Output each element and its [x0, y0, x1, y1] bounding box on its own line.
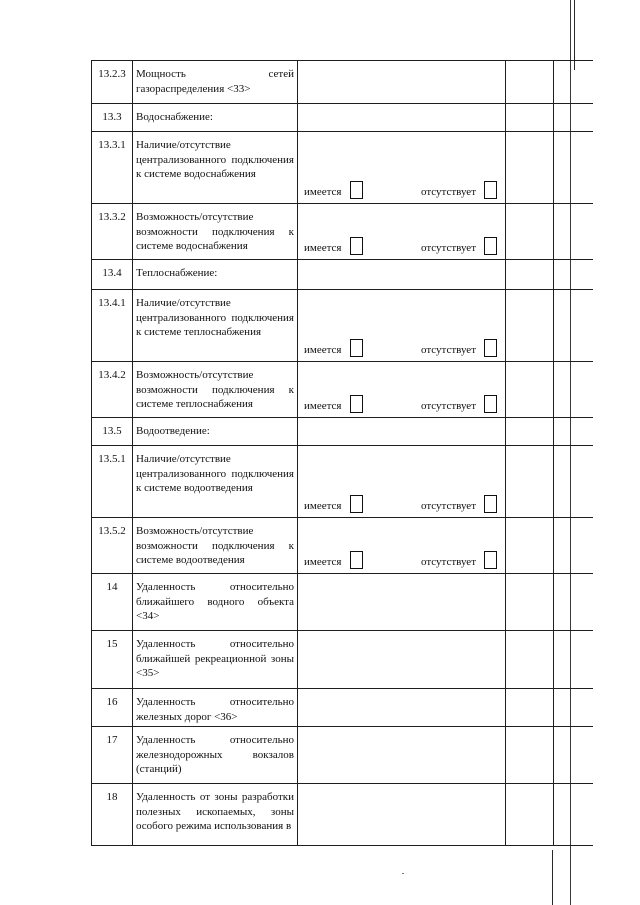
- option-absent: [421, 181, 497, 199]
- row-number: 13.2.3: [92, 61, 133, 104]
- row-label-text: Наличие/отсутствие централизованного подключения к системе водоснабжения: [136, 139, 294, 180]
- option-present-label: имеется: [304, 499, 342, 512]
- option-absent: [421, 237, 497, 255]
- extra-cell-2[interactable]: [554, 290, 593, 362]
- row-label: [133, 518, 298, 574]
- row-number: 13.5.1: [92, 446, 133, 518]
- extra-cell-2[interactable]: [554, 61, 593, 104]
- row-value-cell[interactable]: [298, 418, 506, 446]
- row-number: 17: [92, 727, 133, 784]
- row-value-cell[interactable]: [298, 631, 506, 689]
- extra-cell-1[interactable]: [506, 418, 554, 446]
- extra-cell-1[interactable]: [506, 104, 554, 132]
- row-value-cell: [298, 518, 506, 574]
- option-absent: [421, 339, 497, 357]
- option-group: [298, 181, 505, 201]
- extra-cell-1[interactable]: [506, 727, 554, 784]
- extra-cell-2[interactable]: [554, 446, 593, 518]
- option-absent-label: отсутствует: [420, 399, 476, 412]
- row-label-text: Удаленность относительно ближайшего водного объекта <34>: [136, 581, 294, 622]
- row-label-text: Водоснабжение:: [136, 111, 213, 123]
- checkbox-absent[interactable]: [484, 395, 497, 413]
- option-present: [304, 181, 363, 199]
- table-row: [92, 418, 593, 446]
- option-present-label: имеется: [304, 343, 342, 356]
- row-label-text: Теплоснабжение:: [136, 267, 218, 279]
- table-row: [92, 132, 593, 204]
- row-label: [133, 132, 298, 204]
- row-value-cell: [298, 290, 506, 362]
- row-number: 14: [92, 574, 133, 631]
- checkbox-absent[interactable]: [484, 495, 497, 513]
- row-value-cell: [298, 132, 506, 204]
- option-group: [298, 339, 505, 359]
- row-value-cell[interactable]: [298, 574, 506, 631]
- extra-cell-1[interactable]: [506, 631, 554, 689]
- row-number: 13.4.2: [92, 362, 133, 418]
- checkbox-present[interactable]: [350, 551, 363, 569]
- row-label: [133, 418, 298, 446]
- extra-cell-1[interactable]: [506, 574, 554, 631]
- row-label-text: Удаленность относительно ближайшей рекреационной зоны <35>: [136, 638, 294, 679]
- table-row: [92, 574, 593, 631]
- checkbox-present[interactable]: [350, 395, 363, 413]
- option-absent-label: отсутствует: [420, 241, 476, 254]
- row-label-text: Наличие/отсутствие централизованного подключения к системе водоотведения: [136, 453, 294, 494]
- row-label: [133, 204, 298, 260]
- row-value-cell[interactable]: [298, 689, 506, 727]
- row-label-text: Возможность/отсутствие возможности подключения к системе теплоснабжения: [136, 369, 294, 410]
- row-value-cell: [298, 204, 506, 260]
- extra-cell-2[interactable]: [554, 784, 593, 846]
- table-row: [92, 204, 593, 260]
- extra-cell-1[interactable]: [506, 260, 554, 290]
- row-label: [133, 689, 298, 727]
- extra-cell-2[interactable]: [554, 104, 593, 132]
- row-value-cell[interactable]: [298, 784, 506, 846]
- row-number: 13.5: [92, 418, 133, 446]
- row-value-cell[interactable]: [298, 260, 506, 290]
- option-present-label: имеется: [304, 399, 342, 412]
- row-label: [133, 574, 298, 631]
- checkbox-absent[interactable]: [484, 181, 497, 199]
- extra-cell-1[interactable]: [506, 518, 554, 574]
- table-row: [92, 362, 593, 418]
- row-label-text: Удаленность относительно железных дорог <36>: [136, 696, 294, 723]
- option-present: [304, 495, 363, 513]
- option-absent-label: отсутствует: [420, 185, 476, 198]
- checkbox-absent[interactable]: [484, 551, 497, 569]
- row-value-cell[interactable]: [298, 727, 506, 784]
- row-label-text: Возможность/отсутствие возможности подключения к системе водоснабжения: [136, 211, 294, 252]
- row-number: 18: [92, 784, 133, 846]
- extra-cell-1[interactable]: [506, 204, 554, 260]
- row-label: [133, 727, 298, 784]
- extra-cell-2[interactable]: [554, 260, 593, 290]
- table-body: [92, 61, 593, 846]
- option-group: [298, 237, 505, 257]
- option-group: [298, 395, 505, 415]
- checkbox-absent[interactable]: [484, 339, 497, 357]
- option-present-label: имеется: [304, 185, 342, 198]
- option-absent-label: отсутствует: [420, 555, 476, 568]
- table-row: [92, 631, 593, 689]
- scan-edge-line-bottom: [552, 850, 553, 905]
- scan-dust-speck: [402, 873, 404, 874]
- extra-cell-2[interactable]: [554, 362, 593, 418]
- row-number: 13.3: [92, 104, 133, 132]
- row-number: 13.5.2: [92, 518, 133, 574]
- checkbox-present[interactable]: [350, 495, 363, 513]
- row-label-text: Водоотведение:: [136, 425, 210, 437]
- checkbox-present[interactable]: [350, 237, 363, 255]
- row-number: 15: [92, 631, 133, 689]
- row-label-text: Возможность/отсутствие возможности подключения к системе водоотведения: [136, 525, 294, 566]
- extra-cell-2[interactable]: [554, 574, 593, 631]
- option-present: [304, 395, 363, 413]
- row-label: [133, 260, 298, 290]
- table-row: [92, 61, 593, 104]
- property-characteristics-table: [91, 60, 593, 846]
- table-row: [92, 446, 593, 518]
- row-label: [133, 446, 298, 518]
- extra-cell-2[interactable]: [554, 132, 593, 204]
- option-absent-label: отсутствует: [420, 343, 476, 356]
- option-present: [304, 237, 363, 255]
- option-present: [304, 551, 363, 569]
- table-row: [92, 784, 593, 846]
- extra-cell-1[interactable]: [506, 784, 554, 846]
- row-number: 13.3.1: [92, 132, 133, 204]
- option-absent: [421, 395, 497, 413]
- row-value-cell: [298, 362, 506, 418]
- checkbox-absent[interactable]: [484, 237, 497, 255]
- row-label: [133, 290, 298, 362]
- option-present-label: имеется: [304, 555, 342, 568]
- row-label-text: Удаленность относительно железнодорожных вокзалов (станций): [136, 734, 294, 775]
- option-absent: [421, 495, 497, 513]
- row-value-cell[interactable]: [298, 61, 506, 104]
- extra-cell-2[interactable]: [554, 204, 593, 260]
- table-row: [92, 104, 593, 132]
- option-group: [298, 495, 505, 515]
- row-label: [133, 362, 298, 418]
- option-group: [298, 551, 505, 571]
- row-label: [133, 61, 298, 104]
- extra-cell-1[interactable]: [506, 61, 554, 104]
- extra-cell-2[interactable]: [554, 689, 593, 727]
- row-label-text: Мощность сетей газораспределения <33>: [136, 68, 294, 95]
- extra-cell-1[interactable]: [506, 132, 554, 204]
- checkbox-present[interactable]: [350, 181, 363, 199]
- option-absent-label: отсутствует: [420, 499, 476, 512]
- row-number: 13.3.2: [92, 204, 133, 260]
- row-label-text: Удаленность от зоны разработки полезных ископаемых, зоны особого режима использования в: [136, 791, 294, 832]
- extra-cell-1[interactable]: [506, 290, 554, 362]
- extra-cell-2[interactable]: [554, 727, 593, 784]
- table-row: [92, 260, 593, 290]
- row-number: 16: [92, 689, 133, 727]
- option-present: [304, 339, 363, 357]
- extra-cell-2[interactable]: [554, 518, 593, 574]
- extra-cell-2[interactable]: [554, 418, 593, 446]
- table-row: [92, 689, 593, 727]
- checkbox-present[interactable]: [350, 339, 363, 357]
- table-row: [92, 290, 593, 362]
- row-label-text: Наличие/отсутствие централизованного подключения к системе теплоснабжения: [136, 297, 294, 338]
- row-label: [133, 784, 298, 846]
- table-row: [92, 518, 593, 574]
- table-row: [92, 727, 593, 784]
- extra-cell-1[interactable]: [506, 689, 554, 727]
- extra-cell-1[interactable]: [506, 362, 554, 418]
- row-number: 13.4.1: [92, 290, 133, 362]
- row-value-cell[interactable]: [298, 104, 506, 132]
- row-label: [133, 631, 298, 689]
- option-present-label: имеется: [304, 241, 342, 254]
- row-number: 13.4: [92, 260, 133, 290]
- row-label: [133, 104, 298, 132]
- extra-cell-2[interactable]: [554, 631, 593, 689]
- extra-cell-1[interactable]: [506, 446, 554, 518]
- row-value-cell: [298, 446, 506, 518]
- option-absent: [421, 551, 497, 569]
